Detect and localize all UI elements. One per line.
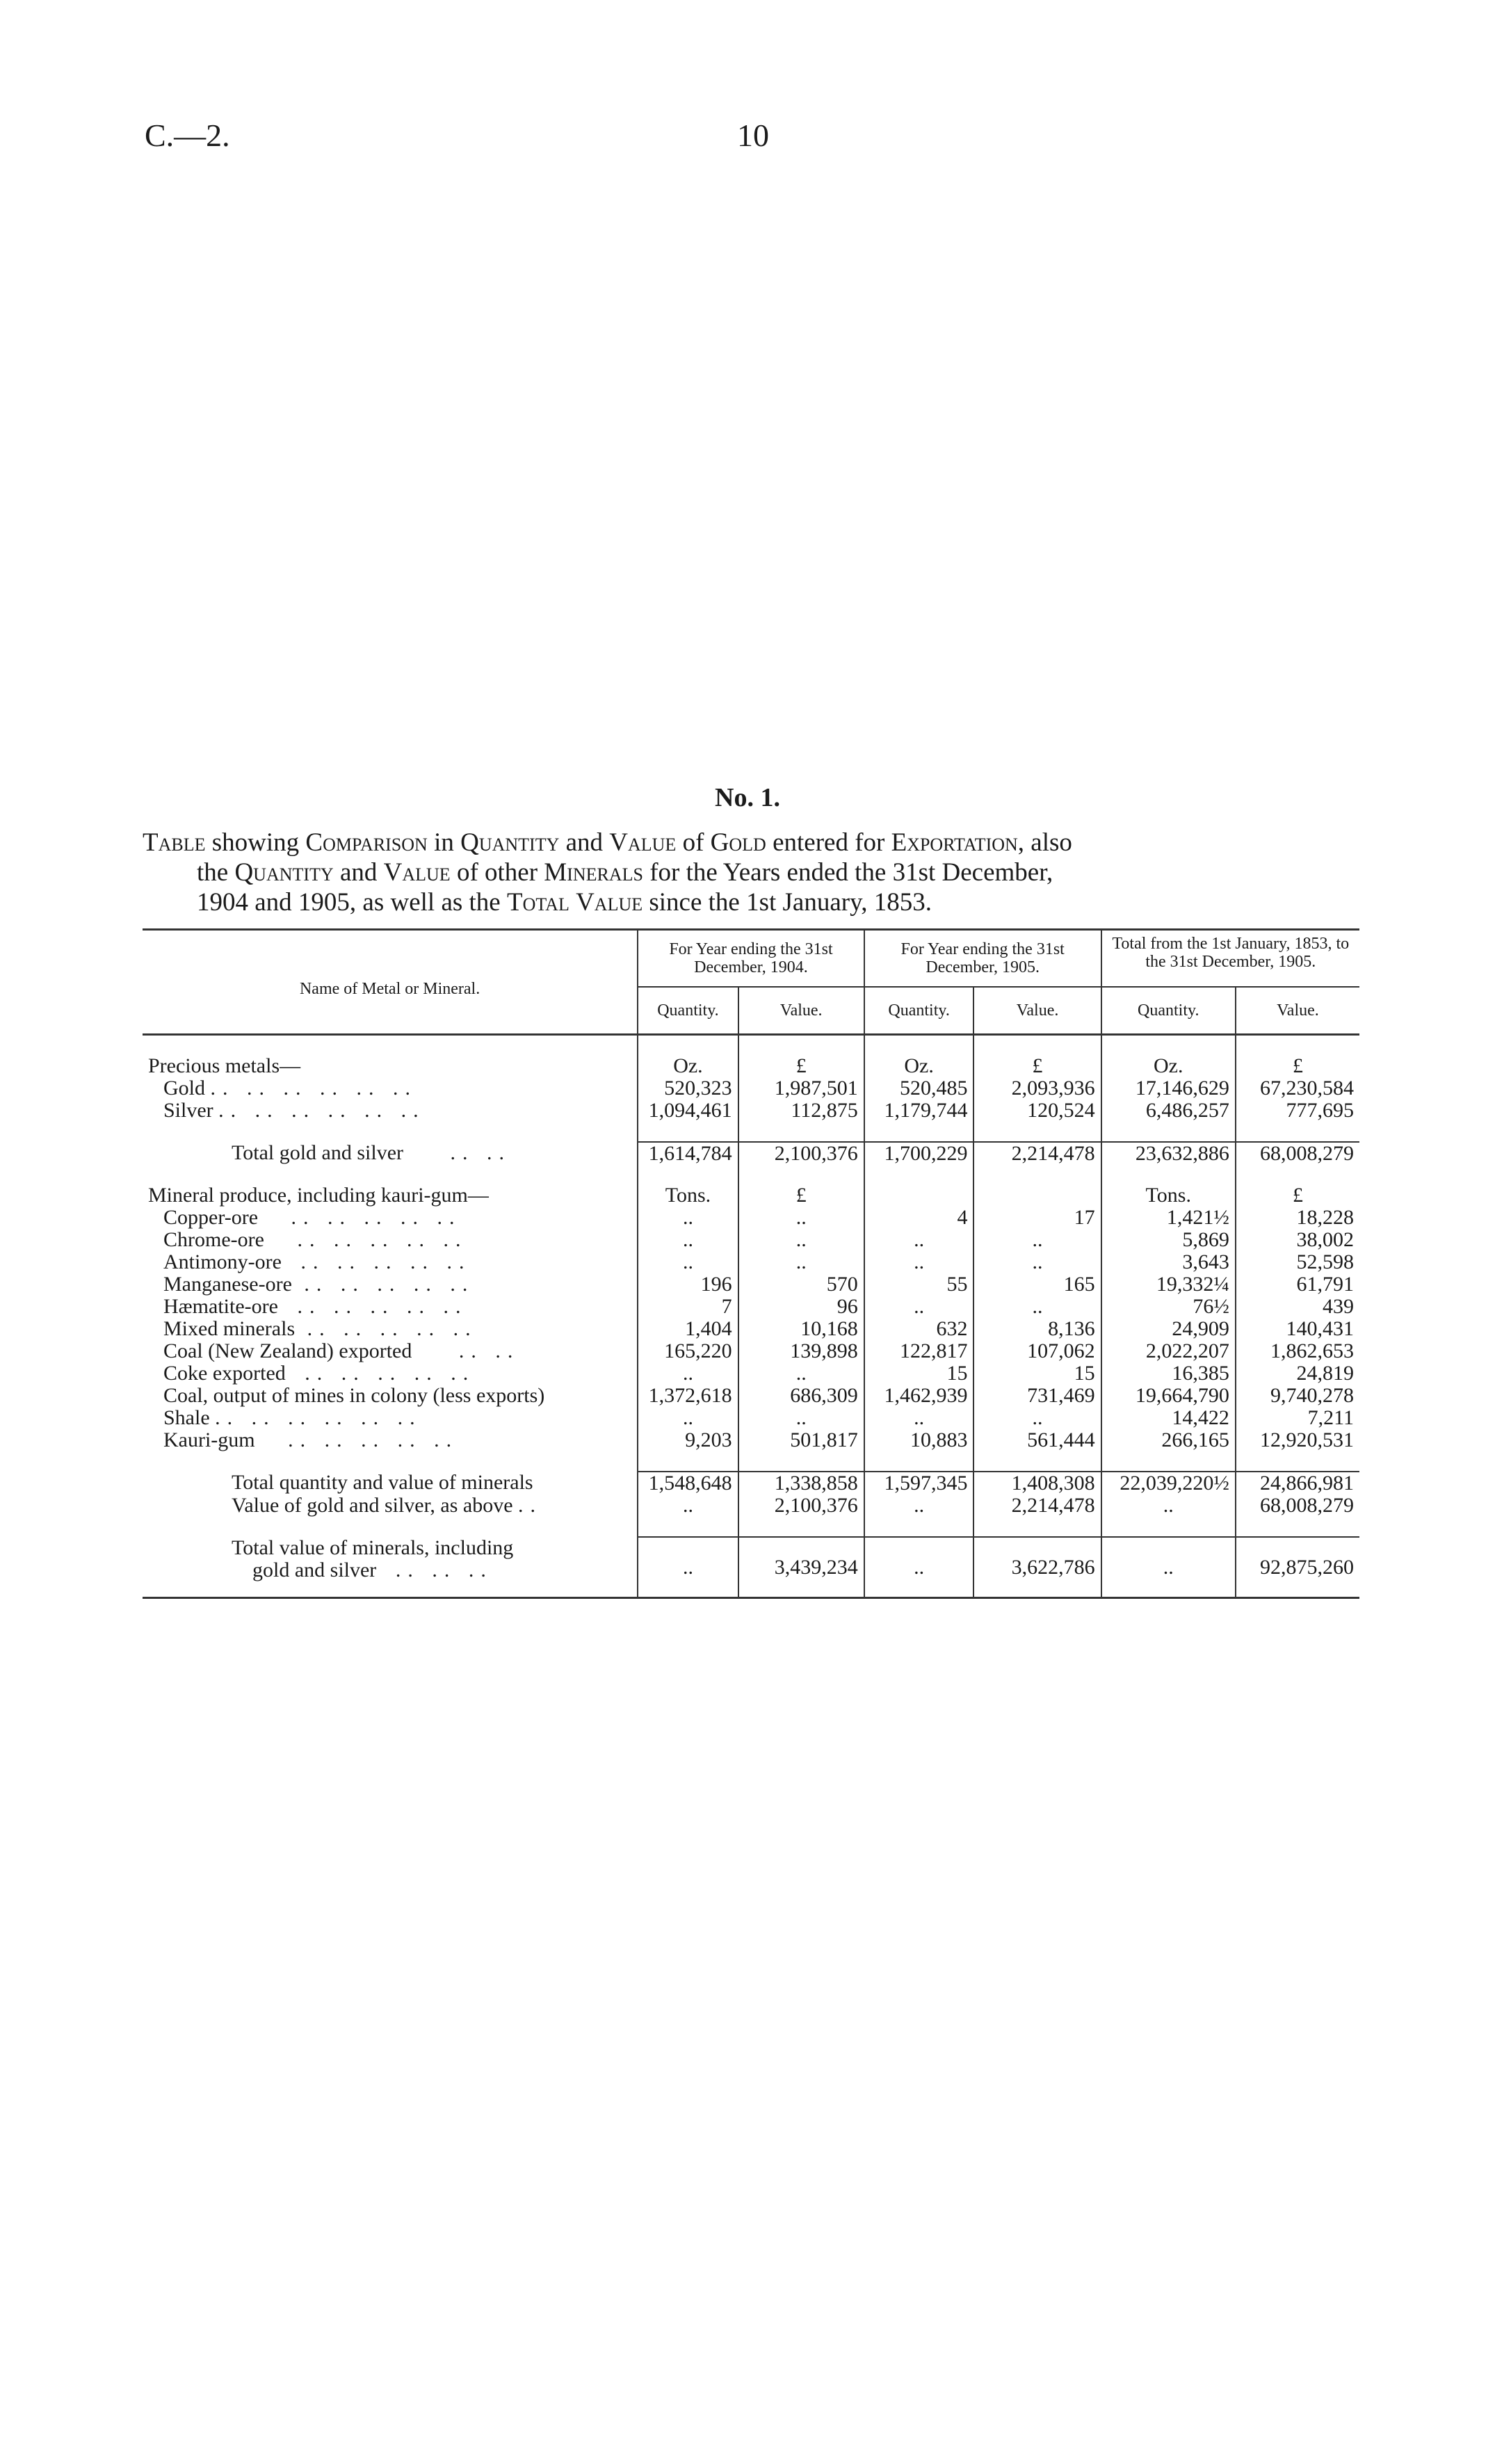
cell: 68,008,279 bbox=[1236, 1495, 1359, 1517]
cell: .. bbox=[738, 1362, 864, 1385]
cell: 2,022,207 bbox=[1101, 1340, 1236, 1362]
subheader-value-total: Value. bbox=[1236, 987, 1359, 1035]
cell: 12,920,531 bbox=[1236, 1429, 1359, 1451]
cell: .. bbox=[1101, 1495, 1236, 1517]
cell: .. bbox=[638, 1229, 738, 1251]
cell: 439 bbox=[1236, 1296, 1359, 1318]
cell: 52,598 bbox=[1236, 1251, 1359, 1273]
section-heading: Precious metals— bbox=[148, 1054, 301, 1077]
row-label: Value of gold and silver, as above .. bbox=[232, 1494, 543, 1517]
row-label: Coke exported .. .. .. .. .. bbox=[163, 1362, 476, 1385]
cell: .. bbox=[864, 1296, 974, 1318]
cell: 1,614,784 bbox=[638, 1142, 738, 1165]
row-label: Coal, output of mines in colony (less exports) bbox=[163, 1384, 545, 1407]
cell: 14,422 bbox=[1101, 1407, 1236, 1429]
table-row bbox=[143, 1495, 1359, 1517]
cell: 24,866,981 bbox=[1236, 1472, 1359, 1495]
cell: 9,203 bbox=[638, 1429, 738, 1451]
cell: 2,100,376 bbox=[738, 1142, 864, 1165]
page-number: 10 bbox=[737, 118, 769, 153]
table-row bbox=[143, 1340, 1359, 1362]
cell: 165 bbox=[973, 1273, 1101, 1296]
row-label: Mixed minerals .. .. .. .. .. bbox=[163, 1317, 478, 1340]
table-row bbox=[143, 1100, 1359, 1122]
cell: 6,486,257 bbox=[1101, 1100, 1236, 1122]
cell: 139,898 bbox=[738, 1340, 864, 1362]
cell: .. bbox=[864, 1251, 974, 1273]
cell: 3,643 bbox=[1101, 1251, 1236, 1273]
section-heading-row bbox=[143, 1055, 1359, 1077]
cell: 67,230,584 bbox=[1236, 1077, 1359, 1100]
unit-label: £ bbox=[738, 1055, 864, 1077]
cell: 1,548,648 bbox=[638, 1472, 738, 1495]
row-label: Hæmatite-ore .. .. .. .. .. bbox=[163, 1295, 468, 1318]
cell: 196 bbox=[638, 1273, 738, 1296]
cell: 61,791 bbox=[1236, 1273, 1359, 1296]
cell: 1,372,618 bbox=[638, 1385, 738, 1407]
document-code: C.—2. bbox=[145, 118, 230, 153]
cell: 7,211 bbox=[1236, 1407, 1359, 1429]
cell: 19,664,790 bbox=[1101, 1385, 1236, 1407]
table-row bbox=[143, 1362, 1359, 1385]
cell: .. bbox=[738, 1251, 864, 1273]
cell: 1,094,461 bbox=[638, 1100, 738, 1122]
cell: .. bbox=[1101, 1537, 1236, 1598]
cell: 5,869 bbox=[1101, 1229, 1236, 1251]
cell: 1,700,229 bbox=[864, 1142, 974, 1165]
cell: 4 bbox=[864, 1207, 974, 1229]
section-heading-row bbox=[143, 1184, 1359, 1207]
grand-total-row bbox=[143, 1537, 1359, 1598]
group-header-1904: For Year ending the 31st December, 1904. bbox=[638, 930, 864, 988]
cell: 76½ bbox=[1101, 1296, 1236, 1318]
cell: 24,909 bbox=[1101, 1318, 1236, 1340]
cell: 7 bbox=[638, 1296, 738, 1318]
table-row bbox=[143, 1296, 1359, 1318]
unit-label: Oz. bbox=[638, 1055, 738, 1077]
cell: .. bbox=[864, 1407, 974, 1429]
cell: .. bbox=[973, 1251, 1101, 1273]
column-header-name: Name of Metal or Mineral. bbox=[143, 930, 638, 1035]
table-caption bbox=[143, 828, 1359, 917]
subheader-quantity-1905: Quantity. bbox=[864, 987, 974, 1035]
subheader-value-1905: Value. bbox=[973, 987, 1101, 1035]
caption-line-2: the Quantity and Value of other Minerals for the Years ended the 31st December, bbox=[197, 858, 1053, 887]
row-label: Antimony-ore .. .. .. .. .. bbox=[163, 1250, 471, 1273]
cell: 2,100,376 bbox=[738, 1495, 864, 1517]
cell: 23,632,886 bbox=[1101, 1142, 1236, 1165]
cell: 1,404 bbox=[638, 1318, 738, 1340]
row-label: Coal (New Zealand) exported .. .. bbox=[163, 1339, 520, 1362]
table-row bbox=[143, 1251, 1359, 1273]
unit-label bbox=[973, 1184, 1101, 1207]
cell: .. bbox=[638, 1407, 738, 1429]
cell: 92,875,260 bbox=[1236, 1537, 1359, 1598]
cell: 1,462,939 bbox=[864, 1385, 974, 1407]
row-label: Shale .. .. .. .. .. .. bbox=[163, 1406, 422, 1429]
cell: 8,136 bbox=[973, 1318, 1101, 1340]
row-label: Manganese-ore .. .. .. .. .. bbox=[163, 1273, 475, 1296]
row-label: Gold .. .. .. .. .. .. bbox=[163, 1077, 417, 1100]
row-label: Silver .. .. .. .. .. .. bbox=[163, 1099, 426, 1122]
unit-label: Tons. bbox=[638, 1184, 738, 1207]
cell: 686,309 bbox=[738, 1385, 864, 1407]
cell: 96 bbox=[738, 1296, 864, 1318]
cell: 18,228 bbox=[1236, 1207, 1359, 1229]
cell: .. bbox=[973, 1407, 1101, 1429]
cell: 561,444 bbox=[973, 1429, 1101, 1451]
cell: 570 bbox=[738, 1273, 864, 1296]
cell: 1,862,653 bbox=[1236, 1340, 1359, 1362]
group-header-total: Total from the 1st January, 1853, to the 31st December, 1905. bbox=[1101, 930, 1359, 988]
unit-label: Tons. bbox=[1101, 1184, 1236, 1207]
cell: 10,168 bbox=[738, 1318, 864, 1340]
subheader-quantity-total: Quantity. bbox=[1101, 987, 1236, 1035]
cell: 19,332¼ bbox=[1101, 1273, 1236, 1296]
cell: 17,146,629 bbox=[1101, 1077, 1236, 1100]
cell: 15 bbox=[973, 1362, 1101, 1385]
unit-label: £ bbox=[1236, 1184, 1359, 1207]
table-row bbox=[143, 1429, 1359, 1451]
cell: 520,485 bbox=[864, 1077, 974, 1100]
cell: .. bbox=[738, 1207, 864, 1229]
cell: .. bbox=[864, 1537, 974, 1598]
row-label: Kauri-gum .. .. .. .. .. bbox=[163, 1428, 459, 1451]
cell: 24,819 bbox=[1236, 1362, 1359, 1385]
cell: 122,817 bbox=[864, 1340, 974, 1362]
cell: 1,408,308 bbox=[973, 1472, 1101, 1495]
cell: 1,421½ bbox=[1101, 1207, 1236, 1229]
cell: 3,439,234 bbox=[738, 1537, 864, 1598]
cell: .. bbox=[864, 1229, 974, 1251]
table-number: No. 1. bbox=[715, 783, 780, 812]
cell: 68,008,279 bbox=[1236, 1142, 1359, 1165]
cell: 777,695 bbox=[1236, 1100, 1359, 1122]
cell: 520,323 bbox=[638, 1077, 738, 1100]
cell: 112,875 bbox=[738, 1100, 864, 1122]
cell: .. bbox=[638, 1495, 738, 1517]
table-row bbox=[143, 1207, 1359, 1229]
unit-label: £ bbox=[1236, 1055, 1359, 1077]
cell: 501,817 bbox=[738, 1429, 864, 1451]
cell: 120,524 bbox=[973, 1100, 1101, 1122]
table-row bbox=[143, 1229, 1359, 1251]
row-label: Chrome-ore .. .. .. .. .. bbox=[163, 1228, 468, 1251]
cell: .. bbox=[864, 1495, 974, 1517]
cell: .. bbox=[973, 1229, 1101, 1251]
table-row bbox=[143, 1407, 1359, 1429]
cell: 15 bbox=[864, 1362, 974, 1385]
table-row bbox=[143, 1318, 1359, 1340]
total-row bbox=[143, 1142, 1359, 1165]
cell: 1,987,501 bbox=[738, 1077, 864, 1100]
cell: 2,214,478 bbox=[973, 1495, 1101, 1517]
subheader-value-1904: Value. bbox=[738, 987, 864, 1035]
row-label: Total gold and silver .. .. bbox=[232, 1141, 512, 1164]
table-row bbox=[143, 1077, 1359, 1100]
unit-label: Oz. bbox=[864, 1055, 974, 1077]
table-row bbox=[143, 1273, 1359, 1296]
unit-label bbox=[864, 1184, 974, 1207]
cell: 22,039,220½ bbox=[1101, 1472, 1236, 1495]
cell: 2,093,936 bbox=[973, 1077, 1101, 1100]
cell: 3,622,786 bbox=[973, 1537, 1101, 1598]
cell: 1,597,345 bbox=[864, 1472, 974, 1495]
cell: .. bbox=[738, 1407, 864, 1429]
section-heading: Mineral produce, including kauri-gum— bbox=[148, 1184, 489, 1207]
cell: 17 bbox=[973, 1207, 1101, 1229]
cell: 632 bbox=[864, 1318, 974, 1340]
cell: .. bbox=[638, 1251, 738, 1273]
cell: 10,883 bbox=[864, 1429, 974, 1451]
cell: .. bbox=[638, 1207, 738, 1229]
cell: 165,220 bbox=[638, 1340, 738, 1362]
total-row bbox=[143, 1472, 1359, 1495]
cell: 55 bbox=[864, 1273, 974, 1296]
cell: 38,002 bbox=[1236, 1229, 1359, 1251]
row-label: Total quantity and value of minerals bbox=[232, 1471, 533, 1494]
row-label: Copper-ore .. .. .. .. .. bbox=[163, 1206, 462, 1229]
unit-label: £ bbox=[738, 1184, 864, 1207]
subheader-quantity-1904: Quantity. bbox=[638, 987, 738, 1035]
cell: .. bbox=[638, 1362, 738, 1385]
caption-line-3: 1904 and 1905, as well as the Total Value since the 1st January, 1853. bbox=[197, 888, 932, 917]
cell: .. bbox=[973, 1296, 1101, 1318]
unit-label: £ bbox=[973, 1055, 1101, 1077]
cell: .. bbox=[738, 1229, 864, 1251]
cell: 1,338,858 bbox=[738, 1472, 864, 1495]
cell: 107,062 bbox=[973, 1340, 1101, 1362]
minerals-table bbox=[143, 928, 1359, 1599]
cell: 9,740,278 bbox=[1236, 1385, 1359, 1407]
table-row bbox=[143, 1385, 1359, 1407]
row-label: Total value of minerals, including gold and silver .. .. .. bbox=[143, 1537, 638, 1598]
cell: 266,165 bbox=[1101, 1429, 1236, 1451]
unit-label: Oz. bbox=[1101, 1055, 1236, 1077]
cell: 16,385 bbox=[1101, 1362, 1236, 1385]
cell: 140,431 bbox=[1236, 1318, 1359, 1340]
cell: .. bbox=[638, 1537, 738, 1598]
group-header-1905: For Year ending the 31st December, 1905. bbox=[864, 930, 1101, 988]
cell: 731,469 bbox=[973, 1385, 1101, 1407]
caption-line-1: Table showing Comparison in Quantity and Value of Gold entered for Exportation, also bbox=[143, 828, 1072, 857]
cell: 2,214,478 bbox=[973, 1142, 1101, 1165]
cell: 1,179,744 bbox=[864, 1100, 974, 1122]
